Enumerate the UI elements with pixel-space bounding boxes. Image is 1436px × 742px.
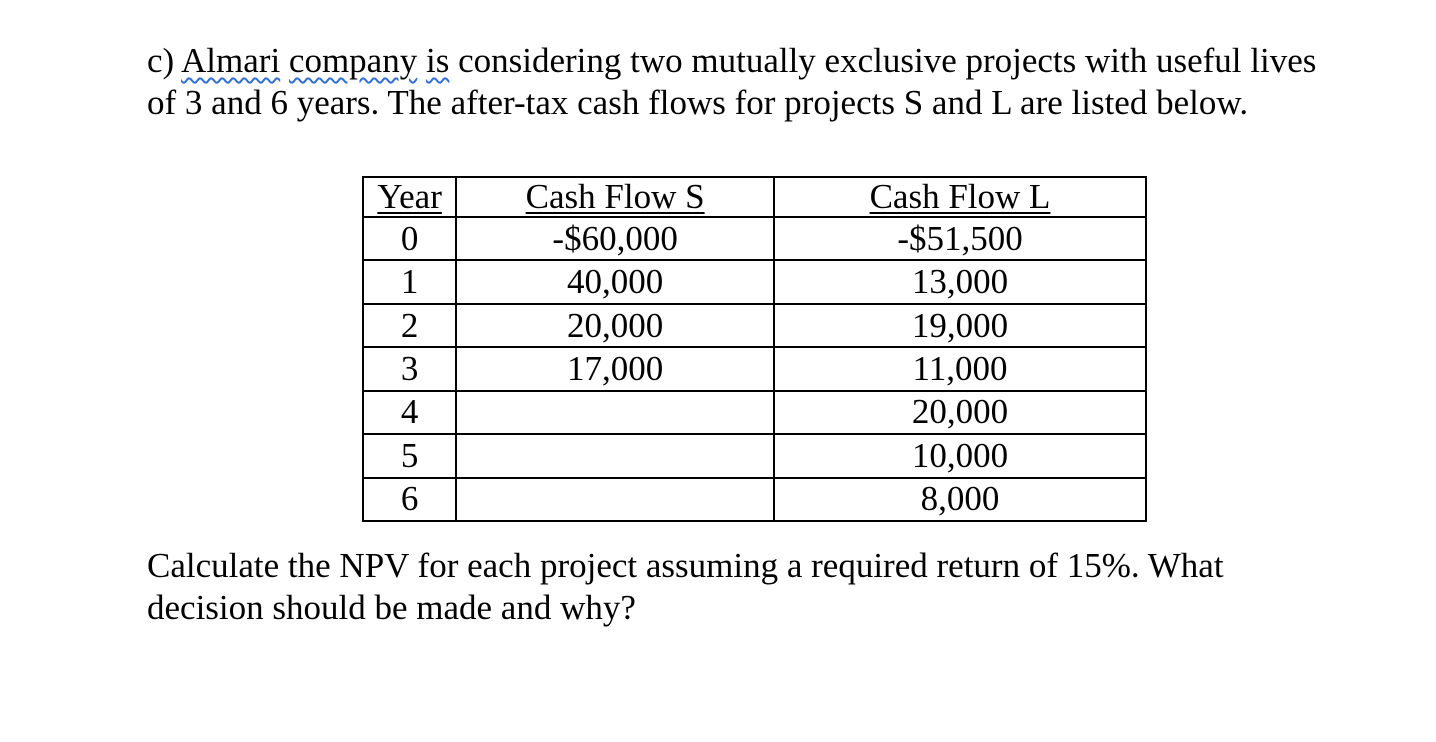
cash-flow-s-cell: 40,000 — [456, 260, 774, 303]
cash-flow-s-cell: 17,000 — [456, 347, 774, 390]
cash-flow-s-cell: -$60,000 — [456, 217, 774, 260]
table-header-row — [363, 177, 1146, 217]
problem-label: c) — [147, 41, 175, 80]
cash-flow-s-cell — [456, 391, 774, 434]
header-cash-flow-l: Cash Flow L — [774, 177, 1146, 217]
year-cell: 2 — [363, 304, 456, 347]
year-cell: 1 — [363, 260, 456, 303]
table-row — [363, 304, 1146, 347]
year-cell: 4 — [363, 391, 456, 434]
year-cell: 6 — [363, 478, 456, 521]
cash-flow-l-cell: 20,000 — [774, 391, 1146, 434]
table-row — [363, 478, 1146, 521]
table-row — [363, 217, 1146, 260]
cash-flow-l-cell: 10,000 — [774, 434, 1146, 477]
cash-flow-l-cell: -$51,500 — [774, 217, 1146, 260]
cash-flow-s-cell — [456, 434, 774, 477]
year-cell: 5 — [363, 434, 456, 477]
company-word: company — [288, 41, 418, 80]
table-row — [363, 260, 1146, 303]
header-cash-flow-s: Cash Flow S — [456, 177, 774, 217]
year-cell: 3 — [363, 347, 456, 390]
cash-flow-s-cell: 20,000 — [456, 304, 774, 347]
connector-word: is — [425, 41, 450, 80]
cash-flow-l-cell: 11,000 — [774, 347, 1146, 390]
year-cell: 0 — [363, 217, 456, 260]
question-text: Calculate the NPV for each project assuming a required return of 15%. What decision should be made and why? — [147, 546, 1224, 627]
table-row — [363, 391, 1146, 434]
cash-flow-l-cell: 19,000 — [774, 304, 1146, 347]
table-row — [363, 434, 1146, 477]
cash-flow-table — [362, 176, 1147, 522]
problem-intro — [147, 40, 1347, 124]
cash-flow-s-cell — [456, 478, 774, 521]
cash-flow-l-cell: 8,000 — [774, 478, 1146, 521]
company-name-word: Almari — [181, 41, 281, 80]
cash-flow-l-cell: 13,000 — [774, 260, 1146, 303]
header-year: Year — [363, 177, 456, 217]
problem-description: considering two mutually exclusive projects with useful lives of 3 and 6 years. The after-tax cash flows for projects S and L are listed below. — [147, 41, 1317, 122]
table-row — [363, 347, 1146, 390]
